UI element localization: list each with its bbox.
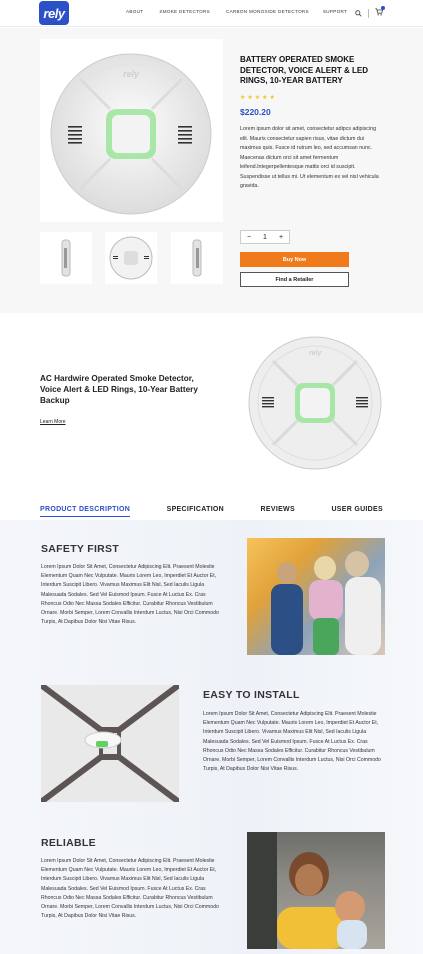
svg-text:rely: rely [122, 69, 140, 79]
safety-first-text: Lorem Ipsum Dolor Sit Amet, Consectetur Adipiscing Elit. Praesent Molestie Elementum Quam Nec Vulputate. Mauris Lorem Leo, Imperdiet Et Auctor Et, Interdum Suscipit Libero. Vivamus Maximus Elit Nisl, Sed Iaculis Ligula Malesuada Sodales. Sed Vel Euismod Ipsum. Fusce At Luctus Ex. Cras Rhoncus Odio Nec Massa Sodales Efficitur. Curabitur Rhoncus Vestibulum Ornare. Morbi Semper, Lorem Convallis Interdum Luctus, Nisi Orci Commodo Turpis, At Dapibus Dolor Nisi Vitae Risus. [41, 564, 219, 626]
search-icon[interactable] [355, 10, 362, 17]
product-section [0, 28, 423, 313]
main-menu [126, 9, 347, 14]
hardwire-detector-image [245, 333, 385, 473]
qty-value[interactable]: 1 [263, 233, 267, 241]
nav-co-detectors[interactable]: CARBON MONOXIDE DETECTORS [225, 9, 309, 14]
detector-side-image [46, 238, 86, 278]
product-title: BATTERY OPERATED SMOKE DETECTOR, VOICE ALERT & LED RINGS, 10-YEAR BATTERY [240, 55, 369, 86]
rating-stars: ★★★★★ [240, 95, 277, 101]
thumbnail-side-2[interactable] [171, 232, 223, 284]
safety-first-heading: SAFETY FIRST [41, 543, 120, 555]
smoke-detector-image [40, 39, 223, 222]
hardwire-promo [0, 313, 423, 483]
ceiling-install-photo [41, 685, 179, 802]
product-description: Lorem ipsum dolor sit amet, consectetur adipcs adipiscing elit. Mauris consectetur sapien risus, vitae dictum dui maximus quis. Fusce id rutrum leo, sed accumsan nunc. Maecenas dictum orci sit amet fermentum leifend.Integerpellentesque mattis orci id suscipit. Suspendisse ut tellus mi. Ut elementum ex vel nisl vehicula gravida. [240, 126, 379, 189]
detector-top-image [107, 234, 155, 282]
tab-product-description[interactable]: PRODUCT DESCRIPTION [40, 506, 130, 517]
tab-specification[interactable]: SPECIFICATION [166, 506, 225, 513]
nav-icons [355, 8, 383, 18]
reliable-heading: RELIABLE [41, 837, 96, 849]
product-price: $220.20 [240, 107, 271, 117]
top-nav [0, 0, 423, 27]
learn-more-link[interactable]: Learn More [40, 419, 66, 425]
easy-install-heading: EASY TO INSTALL [203, 689, 300, 701]
nav-smoke-detectors[interactable]: SMOKE DETECTORS [159, 9, 210, 14]
thumbnail-top[interactable] [105, 232, 157, 284]
tab-user-guides[interactable]: USER GUIDES [331, 506, 383, 513]
mother-baby-photo [247, 832, 385, 949]
find-retailer-button[interactable]: Find a Retailer [240, 272, 349, 287]
mother-baby-illustration [247, 832, 385, 949]
thumbnail-side-1[interactable] [40, 232, 92, 284]
product-main-image[interactable] [40, 39, 223, 222]
qty-decrease-button[interactable]: − [246, 233, 252, 241]
qty-increase-button[interactable]: + [278, 233, 284, 241]
nav-divider [368, 9, 369, 18]
reliable-text: Lorem Ipsum Dolor Sit Amet, Consectetur Adipiscing Elit. Praesent Molestie Elementum Quam Nec Vulputate. Mauris Lorem Leo, Imperdiet Et Auctor Et, Interdum Suscipit Libero. Vivamus Maximus Elit Nisl, Sed Iaculis Ligula Malesuada Sodales. Sed Vel Euismod Ipsum. Fusce At Luctus Ex. Cras Rhoncus Odio Nec Massa Sodales Efficitur. Curabitur Rhoncus Vestibulum Ornare. Morbi Semper, Lorem Convallis Interdum Luctus, Nisi Orci Commodo Turpis, At Dapibus Dolor Nisi Vitae Risus. [41, 858, 219, 920]
easy-install-text: Lorem Ipsum Dolor Sit Amet, Consectetur Adipiscing Elit. Praesent Molestie Elementum Quam Nec Vulputate. Mauris Lorem Leo, Imperdiet Et Auctor Et, Interdum Suscipit Libero. Vivamus Maximus Elit Nisl, Sed Iaculis Ligula Malesuada Sodales. Sed Vel Euismod Ipsum. Fusce At Luctus Ex. Cras Rhoncus Odio Nec Massa Sodales Efficitur. Curabitur Rhoncus Vestibulum Ornare. Morbi Semper, Lorem Convallis Interdum Luctus, Nisi Orci Commodo Turpis, At Dapibus Dolor Nisi Vitae Risus. [203, 711, 381, 773]
detector-side-image [177, 238, 217, 278]
cart-button[interactable] [375, 8, 383, 18]
quantity-stepper [240, 230, 290, 244]
family-photo [247, 538, 385, 655]
nav-support[interactable]: SUPPORT [322, 9, 348, 14]
ceiling-detector-illustration [41, 685, 179, 802]
nav-about[interactable]: ABOUT [126, 9, 144, 14]
buy-now-button[interactable]: Buy Now [240, 252, 349, 267]
svg-text:rely: rely [308, 350, 322, 357]
family-illustration [247, 538, 385, 655]
rely-logo[interactable]: rely [39, 1, 69, 25]
hardwire-title: AC Hardwire Operated Smoke Detector, Voice Alert & LED Rings, 10-Year Battery Backup [40, 374, 198, 405]
product-tabs [40, 506, 383, 517]
cart-badge [381, 6, 385, 10]
tab-reviews[interactable]: REVIEWS [260, 506, 295, 513]
